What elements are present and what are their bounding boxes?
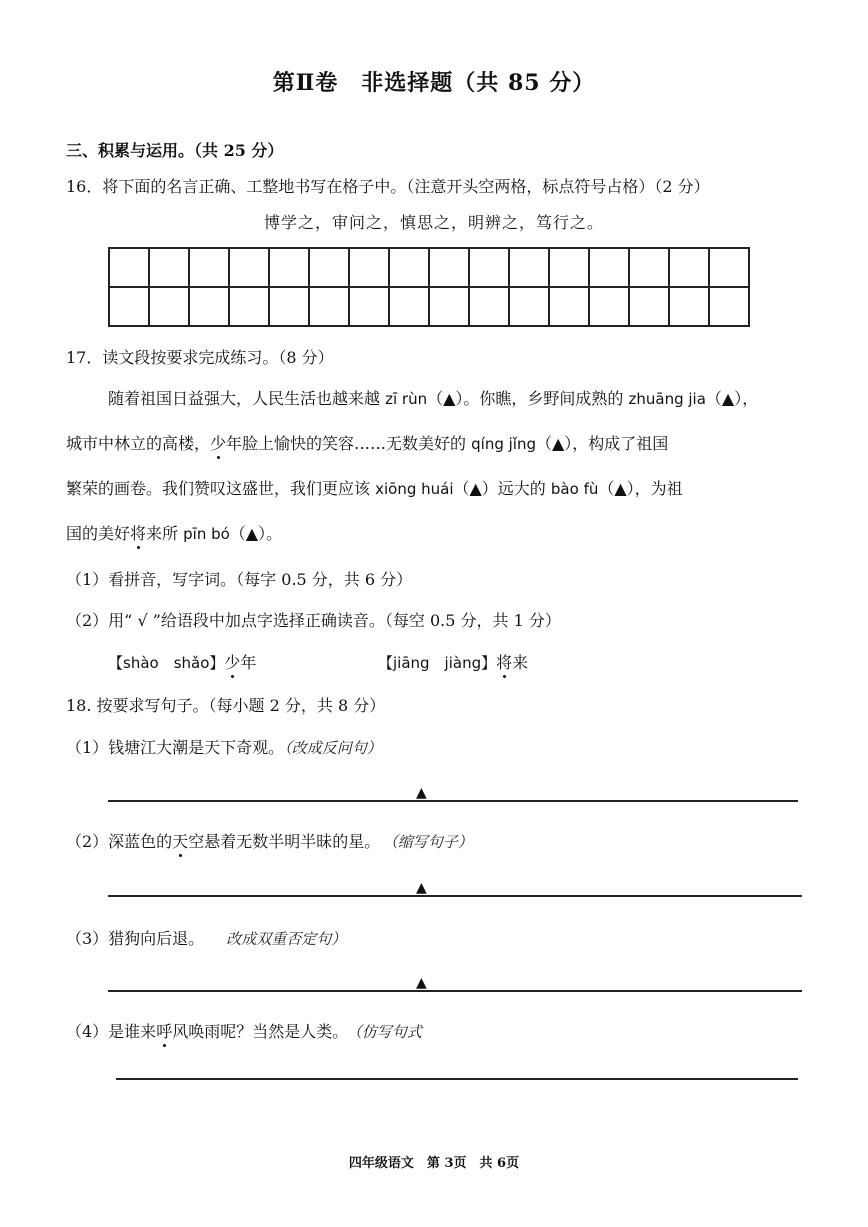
pronunciation-option-1[interactable]: 【shào shǎo】少年 — [108, 650, 256, 673]
question-18-item-3: （3）猎狗向后退。 改成双重否定句） — [66, 929, 347, 948]
passage-line-4: 国的美好将来所 pīn bó（▲）。 — [66, 521, 282, 544]
answer-marker: ▲ — [416, 975, 427, 991]
pronunciation-option-2[interactable]: 【jiāng jiàng】将来 — [378, 650, 528, 673]
dotted-char: 将 — [130, 521, 146, 544]
answer-line-4[interactable] — [116, 1078, 798, 1080]
question-17-sub-1: （1）看拼音，写字词。（每字 0.5 分，共 6 分） — [66, 570, 413, 589]
answer-line-3[interactable] — [108, 990, 802, 992]
question-16-prompt: 16．将下面的名言正确、工整地书写在格子中。（注意开头空两格，标点符号占格）（2 分） — [66, 177, 710, 196]
passage-line-2: 城市中林立的高楼，少年脸上愉快的笑容……无数美好的 qíng jǐng（▲），构成了祖国 — [66, 431, 668, 454]
question-18-item-4: （4）是谁来呼风唤雨呢？当然是人类。 （仿写句式 — [66, 1019, 422, 1042]
passage-line-1: 随着祖国日益强大，人民生活也越来越 zī rùn（▲）。你瞧，乡野间成熟的 zhuāng jia（▲）， — [108, 389, 759, 408]
writing-grid[interactable] — [108, 247, 750, 327]
answer-line-1[interactable] — [108, 800, 798, 802]
handwritten-note: 改成双重否定句） — [226, 930, 347, 948]
question-18-item-2: （2）深蓝色的天空悬着无数半明半昧的星。 （缩写句子） — [66, 829, 473, 852]
dotted-char: 少 — [210, 431, 226, 454]
handwritten-note: （仿写句式 — [354, 1023, 422, 1041]
answer-marker: ▲ — [416, 880, 427, 896]
paper-section-title: 第Ⅱ卷 非选择题（共 85 分） — [272, 70, 596, 96]
question-16-quote: 博学之，审问之，慎思之，明辨之，笃行之。 — [263, 213, 604, 232]
question-17-prompt: 17．读文段按要求完成练习。（8 分） — [66, 348, 334, 367]
question-18-item-1: （1）钱塘江大潮是天下奇观。（改成反问句） — [66, 738, 382, 757]
page-footer: 四年级语文 第 3页 共 6页 — [348, 1156, 520, 1171]
handwritten-note: （缩写句子） — [390, 833, 473, 851]
answer-line-2[interactable] — [108, 895, 802, 897]
answer-marker: ▲ — [416, 785, 427, 801]
handwritten-note: （改成反问句） — [284, 739, 382, 757]
passage-line-3: 繁荣的画卷。我们赞叹这盛世，我们更应该 xiōng huái（▲）远大的 bào fù（▲），为祖 — [66, 479, 683, 498]
question-18-prompt: 18. 按要求写句子。（每小题 2 分，共 8 分） — [66, 696, 386, 715]
section-three-heading: 三、积累与运用。（共 25 分） — [66, 141, 284, 160]
question-17-sub-2: （2）用“ √ ”给语段中加点字选择正确读音。（每空 0.5 分，共 1 分） — [66, 611, 561, 630]
